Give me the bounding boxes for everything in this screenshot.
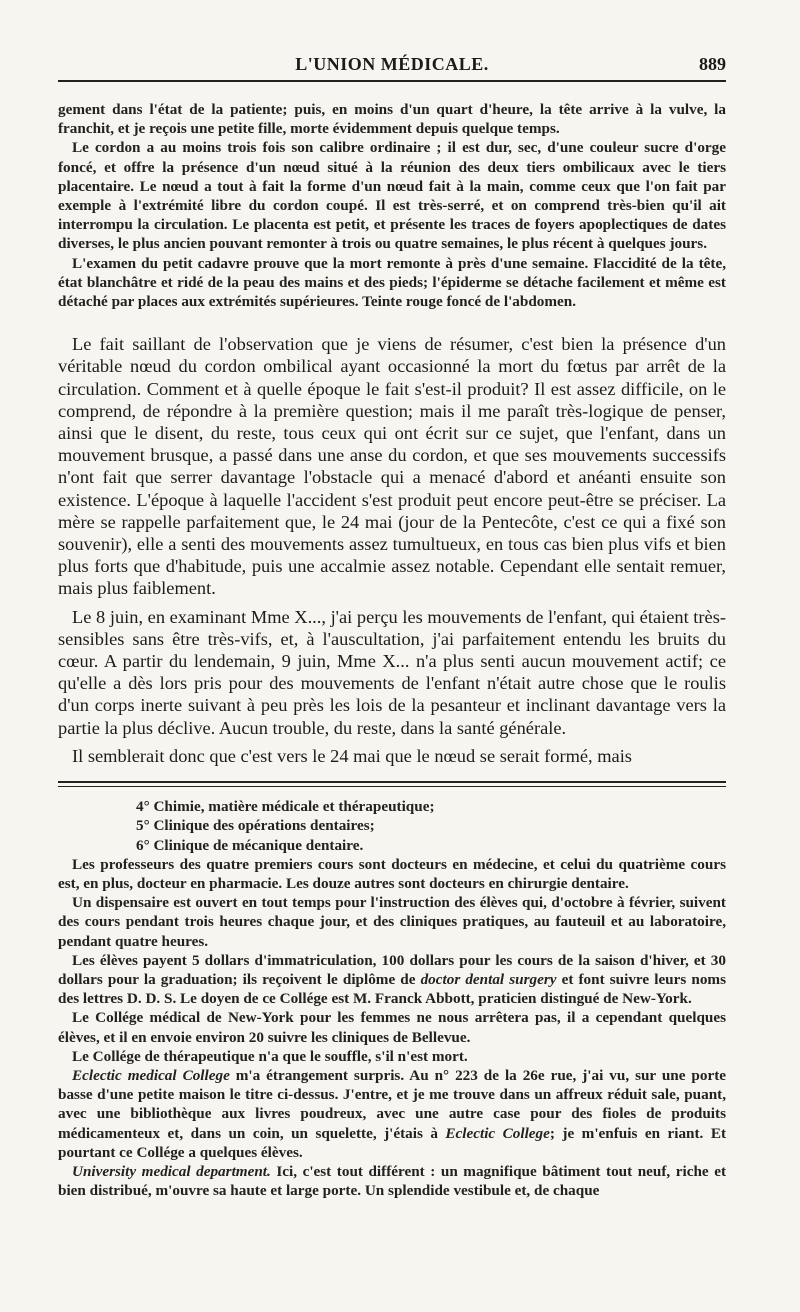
text-span: Ici, c'est tout différent : un magnifique bâtiment tout neuf, riche et bien distribué, m'ouvre sa haute et large porte. Un splendide vestibule et, de chaque	[58, 1162, 726, 1200]
italic-span: University medical department.	[72, 1162, 271, 1180]
journal-title: L'UNION MÉDICALE.	[295, 54, 489, 74]
feuilleton-divider	[58, 781, 726, 787]
main-text	[58, 333, 726, 767]
main-paragraph: Le fait saillant de l'observation que je viens de résumer, c'est bien la présence d'un véritable nœud du cordon ombilical ayant occasionné la mort du fœtus par arrêt de la circulation. Comment et à quelle époque le fait s'est-il produit? Il est assez difficile, on le comprend, de répondre à la première question; mais il me paraît très-logique de penser, ainsi que le disent, du reste, tous ceux qui ont écrit sur ce sujet, que l'enfant, dans un mouvement brusque, a passé dans une anse du cordon, et que ses mouvements successifs n'ont fait que serrer davantage l'obstacle qui a menacé d'abord et anéanti ensuite son existence. L'époque à laquelle l'accident s'est produit peut encore peut-être se préciser. La mère se rappelle parfaitement que, le 24 mai (jour de la Pentecôte, c'est ce qui a fixé son souvenir), elle a senti des mouvements assez tumultueux, en tous cas bien plus vifs et bien plus forts que d'habitude, puis une accalmie assez notable. Cependant elle sentait remuer, mais plus faiblement.	[58, 334, 726, 599]
italic-span: Eclectic medical College	[72, 1066, 230, 1084]
text-span: et font suivre leurs noms des lettres D. D. S. Le doyen de ce Collége est M. Franck Abbott, praticien distingué de New-York.	[58, 970, 726, 1008]
feuilleton-paragraph	[58, 1162, 726, 1200]
obs-paragraph: L'examen du petit cadavre prouve que la mort remonte à près d'une semaine. Flaccidité de la tête, état blanchâtre et ridé de la peau des mains et des pieds; l'épiderme se détache facilement et même est détaché par places aux extrémités supérieures. Teinte rouge foncé de l'abdomen.	[58, 254, 726, 311]
page	[58, 44, 726, 1200]
obs-paragraph: gement dans l'état de la patiente; puis, en moins d'un quart d'heure, la tête arrive à la vulve, la franchit, et je reçois une petite fille, morte évidemment depuis quelque temps.	[58, 101, 726, 138]
list-item: 5° Clinique des opérations dentaires;	[136, 817, 375, 835]
text-span: Les élèves payent 5 dollars d'immatriculation, 100 dollars pour les cours de la saison d'hiver, et 30 dollars pour la graduation; ils reçoivent le diplôme de	[58, 951, 726, 988]
italic-span: doctor dental surgery	[420, 970, 557, 988]
feuilleton-paragraph	[58, 951, 726, 1009]
obs-paragraph: Le cordon a au moins trois fois son calibre ordinaire ; il est dur, sec, d'une couleur sucre d'orge foncé, et offre la présence d'un nœud situé à la réunion des deux tiers ombilicaux avec le tiers placentaire. Le nœud a tout à fait la forme d'un nœud fait à la main, comme ceux que l'on fait par exemple à l'extrémité libre du cordon coupé. Il est très-serré, et on comprend très-bien qu'il ait interrompu la circulation. Le placenta est petit, et présente les traces de foyers apoplectiques de dates diverses, le plus ancien pouvant remonter à trois ou quatre semaines, le plus récent à quelques jours.	[58, 139, 726, 253]
list-item: 4° Chimie, matière médicale et thérapeutique;	[136, 798, 435, 816]
text-span: ; je m'enfuis en riant. Et pourtant ce Collége a quelques élèves.	[58, 1124, 727, 1161]
page-header	[58, 44, 726, 82]
main-paragraph: Le 8 juin, en examinant Mme X..., j'ai perçu les mouvements de l'enfant, qui étaient très-sensibles sans être très-vifs, et, à l'auscultation, j'ai parfaitement entendu les bruits du cœur. A partir du lendemain, 9 juin, Mme X... n'a plus senti aucun mouvement actif; ce qu'elle a dès lors pris pour des mouvements de l'enfant n'était autre chose que le roulis d'un corps inerte suivant à peu près les lois de la pesanteur et inclinant davantage vers la partie la plus déclive. Aucun trouble, du reste, dans la santé générale.	[58, 606, 726, 738]
feuilleton-section	[58, 797, 726, 1200]
feuilleton-paragraph	[58, 1066, 726, 1162]
text-span: m'a étrangement surpris. Au n° 223 de la 26e rue, j'ai vu, sur une porte basse d'une petite maison le titre ci-dessus. J'entre, et je me trouve dans un affreux réduit sale, puant, avec une bibliothèque aux livres poudreux, avec une autre case pour des fioles de produits médicamenteux et, dans un coin, un squelette, j'étais à	[58, 1066, 726, 1142]
main-paragraph: Il semblerait donc que c'est vers le 24 mai que le nœud se serait formé, mais	[72, 745, 632, 766]
page-number: 889	[699, 54, 726, 74]
course-list	[58, 797, 726, 855]
feuilleton-paragraph: Un dispensaire est ouvert en tout temps pour l'instruction des élèves qui, d'octobre à février, suivent des cours pendant trois heures chaque jour, et des cliniques pratiques, au fauteuil et au laboratoire, pendant quatre heures.	[58, 894, 726, 950]
observation-section	[58, 100, 726, 311]
feuilleton-paragraph: Le Collége de thérapeutique n'a que le souffle, s'il n'est mort.	[72, 1047, 468, 1065]
italic-span: Eclectic College	[445, 1124, 550, 1142]
list-item: 6° Clinique de mécanique dentaire.	[136, 836, 364, 854]
feuilleton-paragraph: Le Collége médical de New-York pour les femmes ne nous arrêtera pas, il a cependant quelques élèves, et il en envoie environ 20 suivre les cliniques de Bellevue.	[58, 1009, 726, 1046]
feuilleton-paragraph: Les professeurs des quatre premiers cours sont docteurs en médecine, et celui du quatrième cours est, en plus, docteur en pharmacie. Les douze autres sont docteurs en chirurgie dentaire.	[58, 855, 726, 892]
